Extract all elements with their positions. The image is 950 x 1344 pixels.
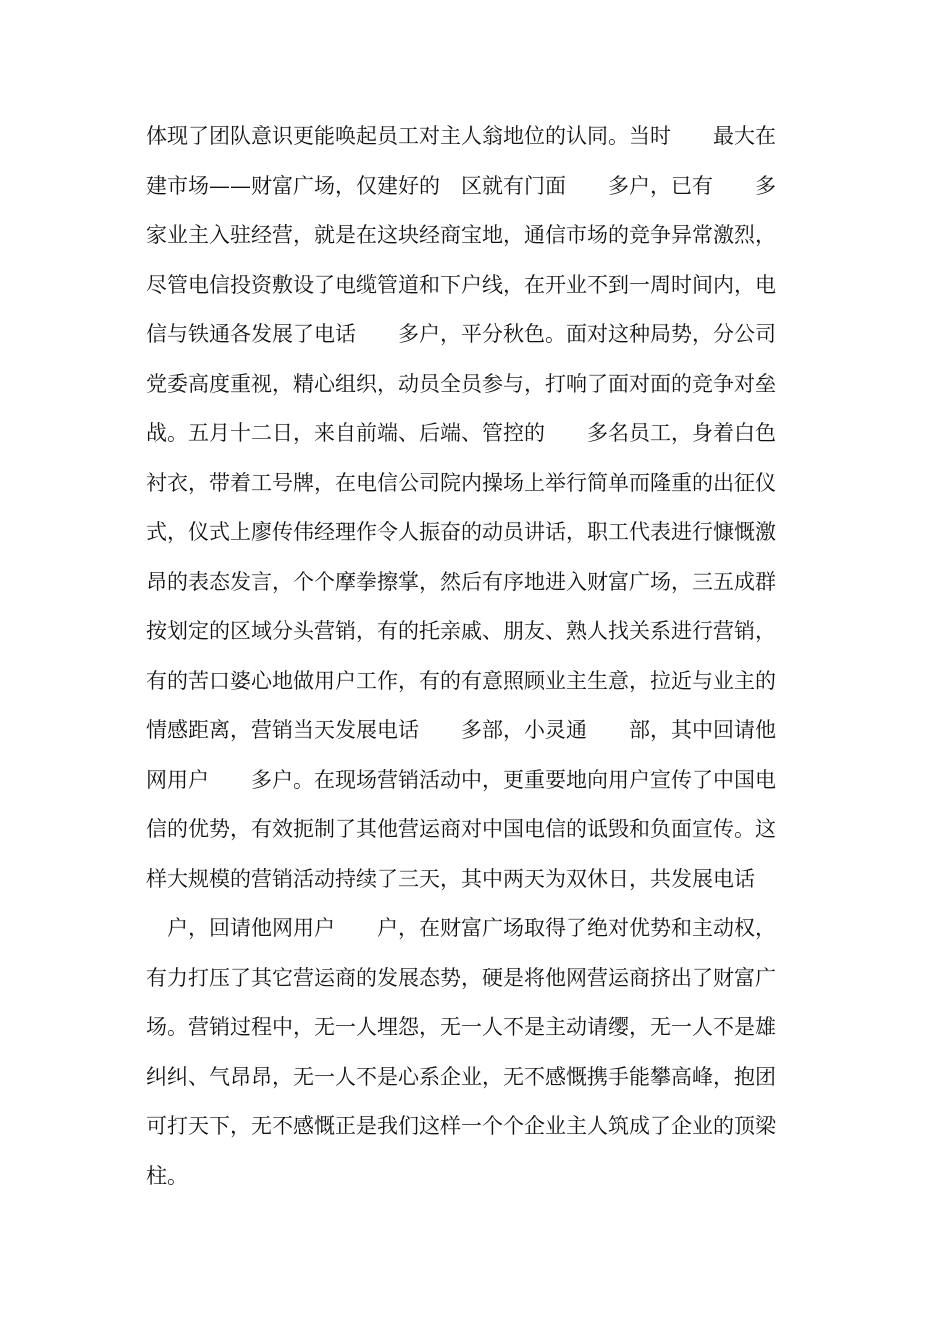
text-line: 有的苦口婆心地做用户工作，有的有意照顾业主生意，拉近与业主的	[146, 668, 776, 693]
text-line: 按划定的区域分头营销，有的托亲戚、朋友、熟人找关系进行营销，	[146, 619, 776, 643]
text-line: 场。营销过程中，无一人埋怨，无一人不是主动请缨，无一人不是雄	[146, 1015, 776, 1039]
text-line: 网用户 多户。在现场营销活动中，更重要地向用户宣传了中国电	[146, 767, 776, 792]
text-line: 样大规模的营销活动持续了三天，其中两天为双休日，共发展电话	[146, 866, 755, 891]
text-line: 衬衣，带着工号牌，在电信公司院内操场上举行简单而隆重的出征仪	[146, 470, 776, 495]
text-line: 纠纠、气昂昂，无一人不是心系企业，无不感慨携手能攀高峰，抱团	[146, 1064, 776, 1089]
text-line: 信与铁通各发展了电话 多户，平分秋色。面对这种局势，分公司	[146, 322, 776, 346]
text-line: 昂的表态发言，个个摩拳擦掌，然后有序地进入财富广场，三五成群	[146, 569, 776, 594]
text-line: 有力打压了其它营运商的发展态势，硬是将他网营运商挤出了财富广	[146, 965, 776, 990]
text-line: 党委高度重视，精心组织，动员全员参与，打响了面对面的竞争对垒	[146, 371, 776, 396]
text-line: 信的优势，有效扼制了其他营运商对中国电信的诋毁和负面宣传。这	[146, 817, 776, 841]
text-line: 家业主入驻经营，就是在这块经商宝地，通信市场的竞争异常激烈，	[146, 223, 776, 247]
text-line: 柱。	[146, 1163, 188, 1188]
text-line: 战。五月十二日，来自前端、后端、管控的 多名员工，身着白色	[146, 421, 776, 445]
text-line: 情感距离，营销当天发展电话 多部，小灵通 部，其中回请他	[146, 718, 776, 742]
body-paragraph	[146, 116, 826, 1205]
text-line: 建市场——财富广场，仅建好的 区就有门面 多户，已有 多	[146, 173, 776, 198]
text-line: 式，仪式上廖传伟经理作令人振奋的动员讲话，职工代表进行慷慨激	[146, 520, 776, 544]
text-line: 体现了团队意识更能唤起员工对主人翁地位的认同。当时 最大在	[146, 124, 776, 148]
text-line: 可打天下，无不感慨正是我们这样一个个企业主人筑成了企业的顶梁	[146, 1114, 776, 1138]
text-line: 尽管电信投资敷设了电缆管道和下户线，在开业不到一周时间内，电	[146, 272, 776, 297]
text-line: 户，回请他网用户 户，在财富广场取得了绝对优势和主动权，	[146, 916, 776, 940]
